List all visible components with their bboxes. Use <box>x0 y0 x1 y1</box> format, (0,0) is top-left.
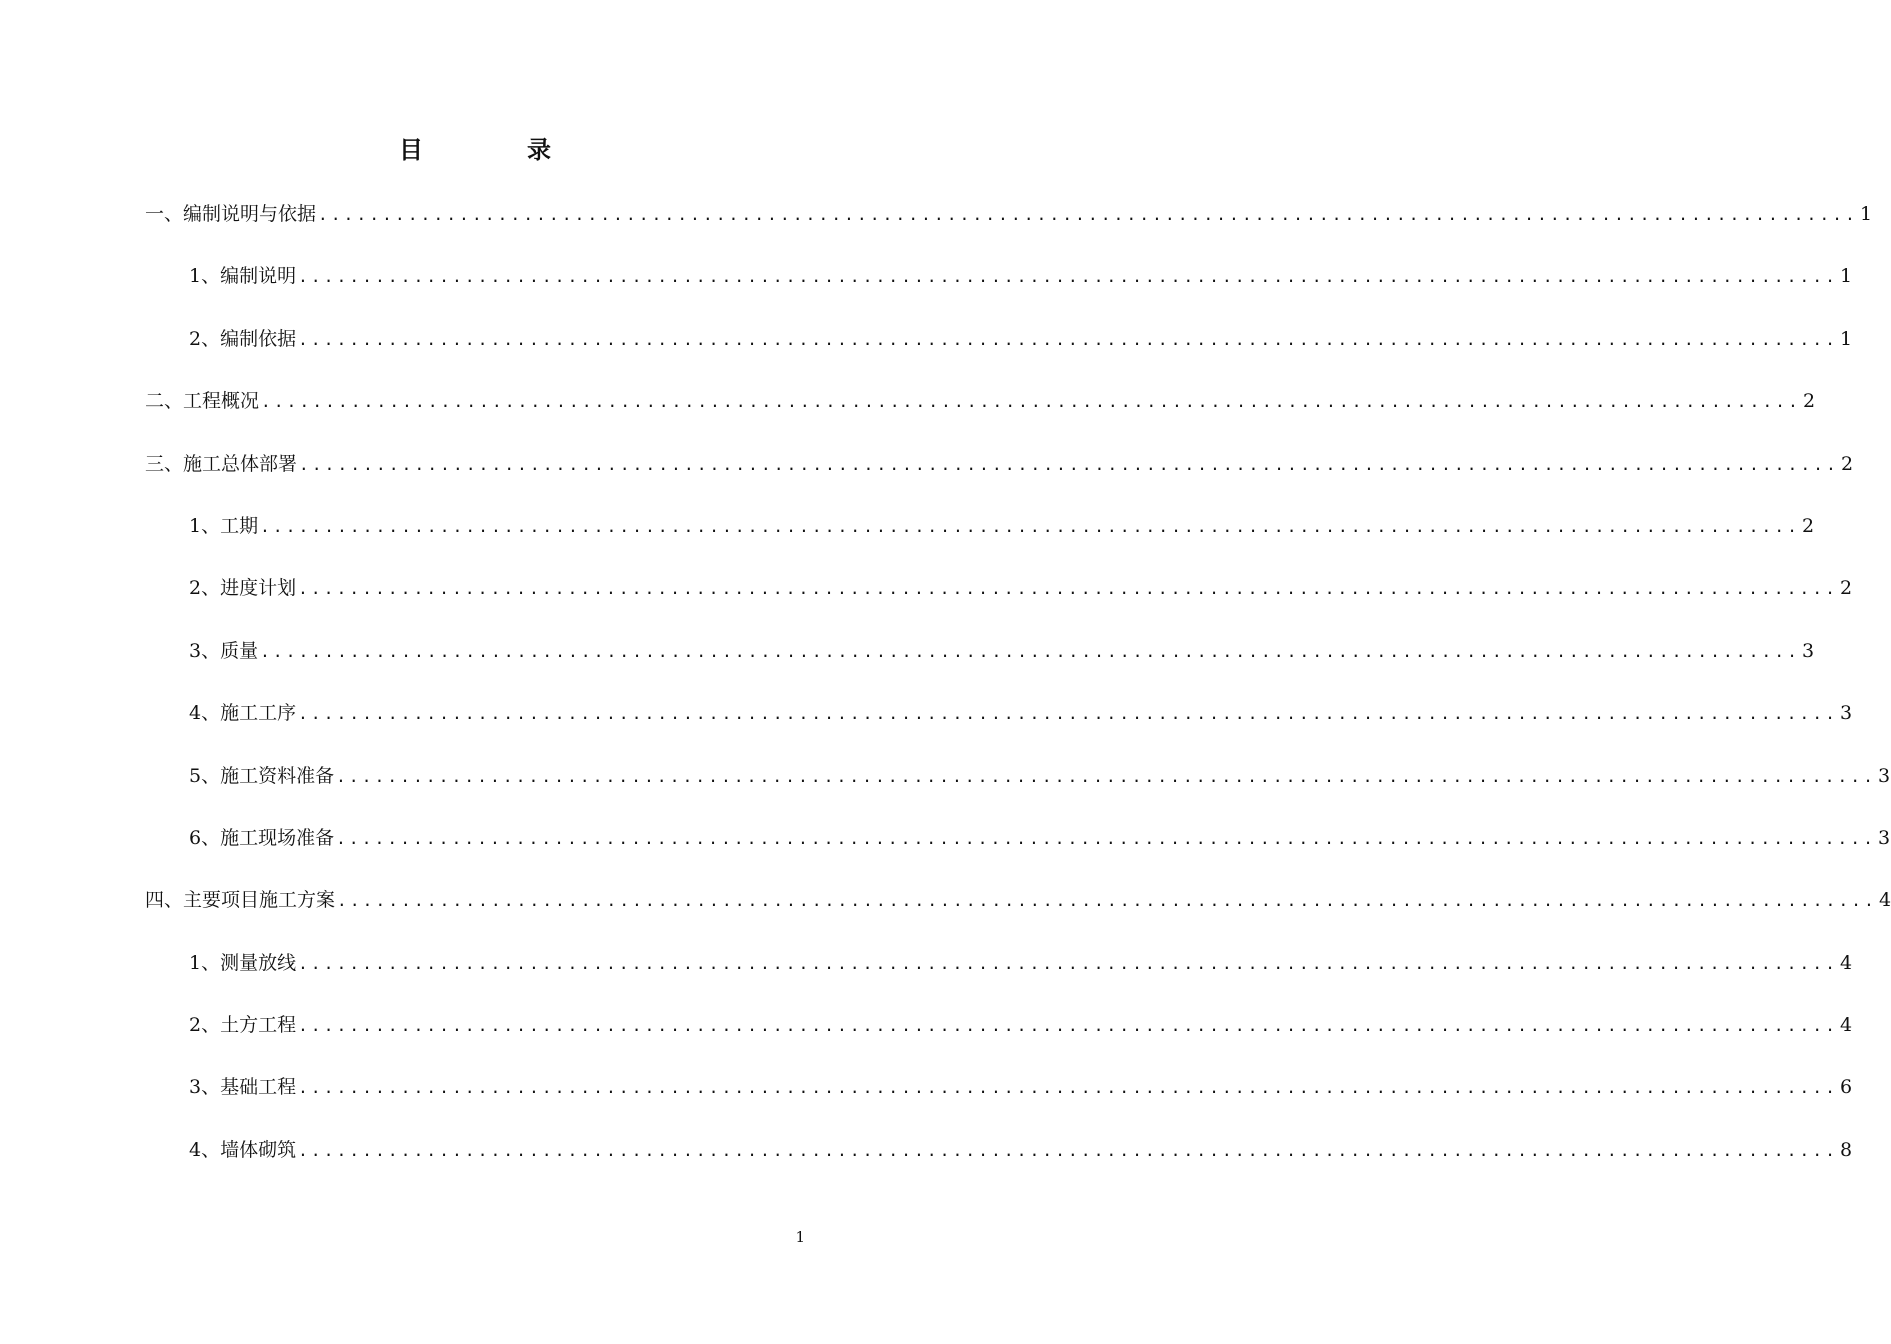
toc-dot-leader: ........................................................................................................................ <box>336 766 1877 786</box>
toc-dot-leader: ........................................................................................................................ <box>298 579 1839 599</box>
toc-entry-label: 2、进度计划 <box>189 577 297 600</box>
toc-entry-label: 4、施工工序 <box>189 702 297 725</box>
toc-entry[interactable] <box>189 631 1815 693</box>
toc-entry[interactable] <box>189 1130 1853 1192</box>
toc-list <box>0 194 1891 1192</box>
toc-dot-leader: ........................................................................................................................ <box>336 828 1877 848</box>
toc-entry-label: 4、墙体砌筑 <box>189 1138 297 1161</box>
toc-entry[interactable] <box>189 1067 1853 1129</box>
toc-entry-page: 1 <box>1859 203 1873 225</box>
toc-entry-label: 2、土方工程 <box>189 1014 297 1037</box>
toc-dot-leader: ........................................................................................................................ <box>318 205 1858 224</box>
toc-entry-label: 3、质量 <box>189 639 259 662</box>
toc-entry-page: 2 <box>1840 452 1854 475</box>
toc-dot-leader: ........................................................................................................................ <box>298 704 1839 724</box>
toc-entry[interactable] <box>189 568 1853 630</box>
toc-dot-leader: ........................................................................................................................ <box>298 267 1839 287</box>
toc-dot-leader: ........................................................................................................................ <box>260 516 1801 536</box>
toc-dot-leader: ........................................................................................................................ <box>298 1078 1839 1098</box>
toc-entry[interactable] <box>145 381 1816 443</box>
toc-entry-page: 4 <box>1840 1014 1853 1037</box>
toc-entry[interactable] <box>189 943 1853 1005</box>
toc-entry[interactable] <box>145 880 1891 942</box>
toc-dot-leader: ........................................................................................................................ <box>299 454 1839 474</box>
toc-entry-label: 二、工程概况 <box>145 390 260 413</box>
toc-entry[interactable] <box>145 194 1873 256</box>
toc-entry-label: 1、编制说明 <box>189 265 297 288</box>
toc-entry[interactable] <box>189 1005 1853 1067</box>
toc-dot-leader: ........................................................................................................................ <box>337 891 1877 911</box>
toc-entry[interactable] <box>145 444 1854 506</box>
toc-entry-label: 6、施工现场准备 <box>189 826 335 849</box>
toc-entry-page: 1 <box>1840 265 1853 288</box>
toc-entry-page: 2 <box>1840 577 1853 600</box>
toc-entry-label: 5、施工资料准备 <box>189 764 335 787</box>
toc-entry-page: 4 <box>1840 951 1853 974</box>
toc-entry-page: 1 <box>1840 327 1853 350</box>
toc-entry-label: 2、编制依据 <box>189 327 297 350</box>
toc-entry-label: 三、施工总体部署 <box>145 452 298 475</box>
page-number: 1 <box>795 1228 805 1246</box>
toc-entry-page: 8 <box>1840 1138 1853 1161</box>
toc-entry-page: 6 <box>1840 1076 1853 1099</box>
toc-dot-leader: ........................................................................................................................ <box>261 392 1801 412</box>
toc-dot-leader: ........................................................................................................................ <box>298 1140 1839 1160</box>
toc-entry-page: 3 <box>1840 702 1853 725</box>
toc-entry[interactable] <box>189 818 1891 880</box>
toc-entry-label: 1、测量放线 <box>189 951 297 974</box>
toc-dot-leader: ........................................................................................................................ <box>260 641 1801 661</box>
toc-entry-page: 3 <box>1802 639 1815 662</box>
toc-entry-page: 2 <box>1802 390 1816 413</box>
toc-entry[interactable] <box>189 506 1815 568</box>
toc-entry[interactable] <box>189 319 1853 381</box>
toc-entry-page: 2 <box>1802 514 1815 537</box>
toc-entry-page: 3 <box>1878 826 1891 849</box>
toc-entry-label: 一、编制说明与依据 <box>145 203 317 225</box>
toc-dot-leader: ........................................................................................................................ <box>298 1016 1839 1036</box>
toc-entry-page: 4 <box>1878 889 1891 912</box>
toc-dot-leader: ........................................................................................................................ <box>298 329 1839 349</box>
toc-title: 目 录 <box>399 135 591 164</box>
toc-entry-label: 3、基础工程 <box>189 1076 297 1099</box>
toc-dot-leader: ........................................................................................................................ <box>298 953 1839 973</box>
toc-entry-label: 四、主要项目施工方案 <box>145 889 336 912</box>
toc-entry[interactable] <box>189 256 1853 318</box>
toc-entry-page: 3 <box>1878 764 1891 787</box>
toc-entry[interactable] <box>189 756 1891 818</box>
toc-entry-label: 1、工期 <box>189 514 259 537</box>
toc-entry[interactable] <box>189 693 1853 755</box>
